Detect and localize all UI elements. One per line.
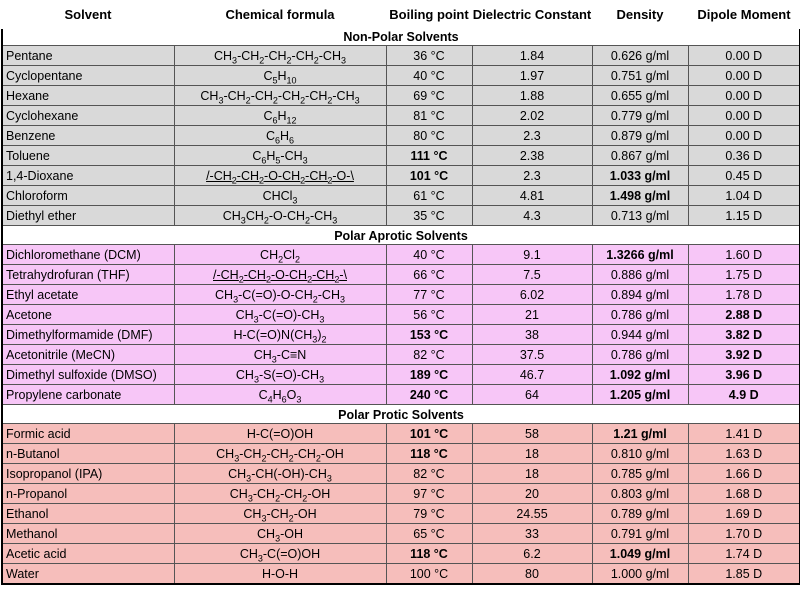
dielectric-constant-cell: 1.97 [472, 66, 592, 86]
density-cell: 0.655 g/ml [592, 86, 688, 106]
chemical-formula-cell: $CH_3-S(=O)-CH_3$ [174, 365, 386, 385]
dipole-moment-cell: 1.74 D [688, 544, 800, 564]
density-cell: 0.879 g/ml [592, 126, 688, 146]
density-cell: 0.810 g/ml [592, 444, 688, 464]
header-solvent: Solvent [2, 0, 174, 29]
solvent-name-cell: 1,4-Dioxane [2, 166, 174, 186]
chemical-formula-cell: $CH_3-CH_2-CH_2-CH_2-CH_3$ [174, 46, 386, 66]
dipole-moment-cell: 1.85 D [688, 564, 800, 585]
table-row [2, 564, 800, 585]
dipole-moment-cell: 0.00 D [688, 106, 800, 126]
chemical-formula-cell: $C_6H_5-CH_3$ [174, 146, 386, 166]
density-cell: 0.894 g/ml [592, 285, 688, 305]
section-header [2, 29, 800, 46]
chemical-formula-cell: $CH_3-CH(-OH)-CH_3$ [174, 464, 386, 484]
table-row [2, 166, 800, 186]
table-row [2, 484, 800, 504]
boiling-point-cell: 81 °C [386, 106, 472, 126]
density-cell: 1.498 g/ml [592, 186, 688, 206]
table-row [2, 365, 800, 385]
boiling-point-cell: 77 °C [386, 285, 472, 305]
density-cell: 0.789 g/ml [592, 504, 688, 524]
boiling-point-cell: 101 °C [386, 166, 472, 186]
chemical-formula-cell: $CH_3-CH_2-OH$ [174, 504, 386, 524]
table-row [2, 464, 800, 484]
dielectric-constant-cell: 33 [472, 524, 592, 544]
density-cell: 1.092 g/ml [592, 365, 688, 385]
chemical-formula-cell: H-C(=O)OH [174, 424, 386, 444]
solvent-name-cell: Hexane [2, 86, 174, 106]
dipole-moment-cell: 3.96 D [688, 365, 800, 385]
solvent-name-cell: Tetrahydrofuran (THF) [2, 265, 174, 285]
table-row [2, 524, 800, 544]
density-cell: 1.21 g/ml [592, 424, 688, 444]
boiling-point-cell: 189 °C [386, 365, 472, 385]
density-cell: 0.751 g/ml [592, 66, 688, 86]
table-row [2, 86, 800, 106]
dipole-moment-cell: 4.9 D [688, 385, 800, 405]
boiling-point-cell: 61 °C [386, 186, 472, 206]
density-cell: 1.049 g/ml [592, 544, 688, 564]
header-chemical-formula: Chemical formula [174, 0, 386, 29]
boiling-point-cell: 40 °C [386, 245, 472, 265]
dielectric-constant-cell: 1.84 [472, 46, 592, 66]
dipole-moment-cell: 1.66 D [688, 464, 800, 484]
header-boiling-point: Boiling point [386, 0, 472, 29]
boiling-point-cell: 101 °C [386, 424, 472, 444]
density-cell: 1.033 g/ml [592, 166, 688, 186]
table-row [2, 106, 800, 126]
dielectric-constant-cell: 2.3 [472, 126, 592, 146]
table-row [2, 544, 800, 564]
chemical-formula-cell: $CH_3-C(=O)-CH_3$ [174, 305, 386, 325]
header-dipole-moment: Dipole Moment [688, 0, 800, 29]
density-cell: 0.867 g/ml [592, 146, 688, 166]
boiling-point-cell: 40 °C [386, 66, 472, 86]
dielectric-constant-cell: 7.5 [472, 265, 592, 285]
dielectric-constant-cell: 46.7 [472, 365, 592, 385]
chemical-formula-cell: $CH_3-C(=O)-O-CH_2-CH_3$ [174, 285, 386, 305]
boiling-point-cell: 79 °C [386, 504, 472, 524]
dipole-moment-cell: 0.00 D [688, 66, 800, 86]
dipole-moment-cell: 1.04 D [688, 186, 800, 206]
chemical-formula-cell: $CH_3-OH$ [174, 524, 386, 544]
boiling-point-cell: 153 °C [386, 325, 472, 345]
table-row [2, 385, 800, 405]
dipole-moment-cell: 1.63 D [688, 444, 800, 464]
solvent-name-cell: Isopropanol (IPA) [2, 464, 174, 484]
dipole-moment-cell: 0.36 D [688, 146, 800, 166]
dielectric-constant-cell: 1.88 [472, 86, 592, 106]
dipole-moment-cell: 1.41 D [688, 424, 800, 444]
dielectric-constant-cell: 58 [472, 424, 592, 444]
dipole-moment-cell: 0.00 D [688, 46, 800, 66]
chemical-formula-cell: CHCl$_3$ [174, 186, 386, 206]
header-dielectric-constant: Dielectric Constant [472, 0, 592, 29]
chemical-formula-cell: $H-C(=O)N(CH_3)_2$ [174, 325, 386, 345]
solvent-name-cell: n-Propanol [2, 484, 174, 504]
density-cell: 1.000 g/ml [592, 564, 688, 585]
dipole-moment-cell: 1.69 D [688, 504, 800, 524]
dielectric-constant-cell: 2.3 [472, 166, 592, 186]
dielectric-constant-cell: 4.3 [472, 206, 592, 226]
solvent-name-cell: Toluene [2, 146, 174, 166]
boiling-point-cell: 82 °C [386, 345, 472, 365]
boiling-point-cell: 65 °C [386, 524, 472, 544]
section-title: Non-Polar Solvents [2, 29, 800, 46]
solvent-name-cell: Dimethylformamide (DMF) [2, 325, 174, 345]
boiling-point-cell: 80 °C [386, 126, 472, 146]
dielectric-constant-cell: 21 [472, 305, 592, 325]
boiling-point-cell: 111 °C [386, 146, 472, 166]
solvent-name-cell: Acetic acid [2, 544, 174, 564]
dipole-moment-cell: 2.88 D [688, 305, 800, 325]
dielectric-constant-cell: 38 [472, 325, 592, 345]
chemical-formula-cell: $C_4H_6O_3$ [174, 385, 386, 405]
boiling-point-cell: 97 °C [386, 484, 472, 504]
dielectric-constant-cell: 4.81 [472, 186, 592, 206]
dipole-moment-cell: 1.60 D [688, 245, 800, 265]
chemical-formula-cell: $C_6H_{12}$ [174, 106, 386, 126]
table-row [2, 285, 800, 305]
table-row [2, 186, 800, 206]
chemical-formula-cell: $/-CH_2-CH_2-O-CH_2-CH_2-O-\backslash$ [174, 166, 386, 186]
density-cell: 0.886 g/ml [592, 265, 688, 285]
solvent-name-cell: Diethyl ether [2, 206, 174, 226]
dipole-moment-cell: 1.70 D [688, 524, 800, 544]
dielectric-constant-cell: 18 [472, 444, 592, 464]
table-row [2, 66, 800, 86]
chemical-formula-cell: $CH_2Cl_2$ [174, 245, 386, 265]
chemical-formula-cell: $CH_3CH_2-O-CH_2-CH_3$ [174, 206, 386, 226]
density-cell: 1.205 g/ml [592, 385, 688, 405]
chemical-formula-cell: H-O-H [174, 564, 386, 585]
density-cell: 0.713 g/ml [592, 206, 688, 226]
boiling-point-cell: 100 °C [386, 564, 472, 585]
chemical-formula-cell: $CH_3-C(=O)OH$ [174, 544, 386, 564]
boiling-point-cell: 118 °C [386, 544, 472, 564]
solvent-name-cell: Water [2, 564, 174, 585]
boiling-point-cell: 82 °C [386, 464, 472, 484]
density-cell: 0.785 g/ml [592, 464, 688, 484]
solvent-name-cell: Dichloromethane (DCM) [2, 245, 174, 265]
dielectric-constant-cell: 6.02 [472, 285, 592, 305]
section-header [2, 407, 800, 424]
solvent-name-cell: Propylene carbonate [2, 385, 174, 405]
density-cell: 0.791 g/ml [592, 524, 688, 544]
density-cell: 0.803 g/ml [592, 484, 688, 504]
chemical-formula-cell: $CH_3-C\equiv N$ [174, 345, 386, 365]
boiling-point-cell: 66 °C [386, 265, 472, 285]
dipole-moment-cell: 1.75 D [688, 265, 800, 285]
dipole-moment-cell: 1.68 D [688, 484, 800, 504]
dipole-moment-cell: 3.92 D [688, 345, 800, 365]
solvent-name-cell: Formic acid [2, 424, 174, 444]
solvent-name-cell: Ethanol [2, 504, 174, 524]
solvent-name-cell: Acetone [2, 305, 174, 325]
table-body [2, 29, 800, 584]
solvent-name-cell: Methanol [2, 524, 174, 544]
dipole-moment-cell: 0.00 D [688, 86, 800, 106]
density-cell: 0.786 g/ml [592, 305, 688, 325]
dipole-moment-cell: 1.15 D [688, 206, 800, 226]
density-cell: 0.944 g/ml [592, 325, 688, 345]
solvent-name-cell: Acetonitrile (MeCN) [2, 345, 174, 365]
boiling-point-cell: 118 °C [386, 444, 472, 464]
dielectric-constant-cell: 2.38 [472, 146, 592, 166]
dipole-moment-cell: 0.00 D [688, 126, 800, 146]
chemical-formula-cell: $CH_3-CH_2-CH_2-CH_2-OH$ [174, 444, 386, 464]
dielectric-constant-cell: 37.5 [472, 345, 592, 365]
section-title: Polar Aprotic Solvents [2, 228, 800, 245]
table-row [2, 206, 800, 226]
dipole-moment-cell: 3.82 D [688, 325, 800, 345]
table-row [2, 245, 800, 265]
boiling-point-cell: 36 °C [386, 46, 472, 66]
chemical-formula-cell: $/-CH_2-CH_2-O-CH_2-CH_2-\backslash$ [174, 265, 386, 285]
solvent-name-cell: Pentane [2, 46, 174, 66]
header-density: Density [592, 0, 688, 29]
density-cell: 0.779 g/ml [592, 106, 688, 126]
density-cell: 0.786 g/ml [592, 345, 688, 365]
chemical-formula-cell: $CH_3-CH_2-CH_2-CH_2-CH_2-CH_3$ [174, 86, 386, 106]
solvent-name-cell: Cyclohexane [2, 106, 174, 126]
density-cell: 0.626 g/ml [592, 46, 688, 66]
boiling-point-cell: 69 °C [386, 86, 472, 106]
table-row [2, 146, 800, 166]
dipole-moment-cell: 1.78 D [688, 285, 800, 305]
chemical-formula-cell: $C_6H_6$ [174, 126, 386, 146]
table-row [2, 265, 800, 285]
header-row [2, 0, 800, 29]
boiling-point-cell: 56 °C [386, 305, 472, 325]
solvent-name-cell: Ethyl acetate [2, 285, 174, 305]
dielectric-constant-cell: 24.55 [472, 504, 592, 524]
dielectric-constant-cell: 20 [472, 484, 592, 504]
solvent-name-cell: n-Butanol [2, 444, 174, 464]
table-row [2, 424, 800, 444]
boiling-point-cell: 240 °C [386, 385, 472, 405]
table-row [2, 504, 800, 524]
dielectric-constant-cell: 80 [472, 564, 592, 585]
solvent-name-cell: Chloroform [2, 186, 174, 206]
section-header [2, 228, 800, 245]
section-title: Polar Protic Solvents [2, 407, 800, 424]
dielectric-constant-cell: 18 [472, 464, 592, 484]
chemical-formula-cell: $CH_3-CH_2-CH_2-OH$ [174, 484, 386, 504]
solvent-name-cell: Cyclopentane [2, 66, 174, 86]
density-cell: 1.3266 g/ml [592, 245, 688, 265]
table-row [2, 345, 800, 365]
solvent-name-cell: Benzene [2, 126, 174, 146]
solvent-properties-table [1, 0, 800, 585]
solvent-name-cell: Dimethyl sulfoxide (DMSO) [2, 365, 174, 385]
boiling-point-cell: 35 °C [386, 206, 472, 226]
dielectric-constant-cell: 64 [472, 385, 592, 405]
table-row [2, 444, 800, 464]
table-row [2, 305, 800, 325]
dielectric-constant-cell: 2.02 [472, 106, 592, 126]
dielectric-constant-cell: 9.1 [472, 245, 592, 265]
table-row [2, 325, 800, 345]
table-row [2, 126, 800, 146]
dipole-moment-cell: 0.45 D [688, 166, 800, 186]
dielectric-constant-cell: 6.2 [472, 544, 592, 564]
chemical-formula-cell: $C_5H_{10}$ [174, 66, 386, 86]
table-row [2, 46, 800, 66]
